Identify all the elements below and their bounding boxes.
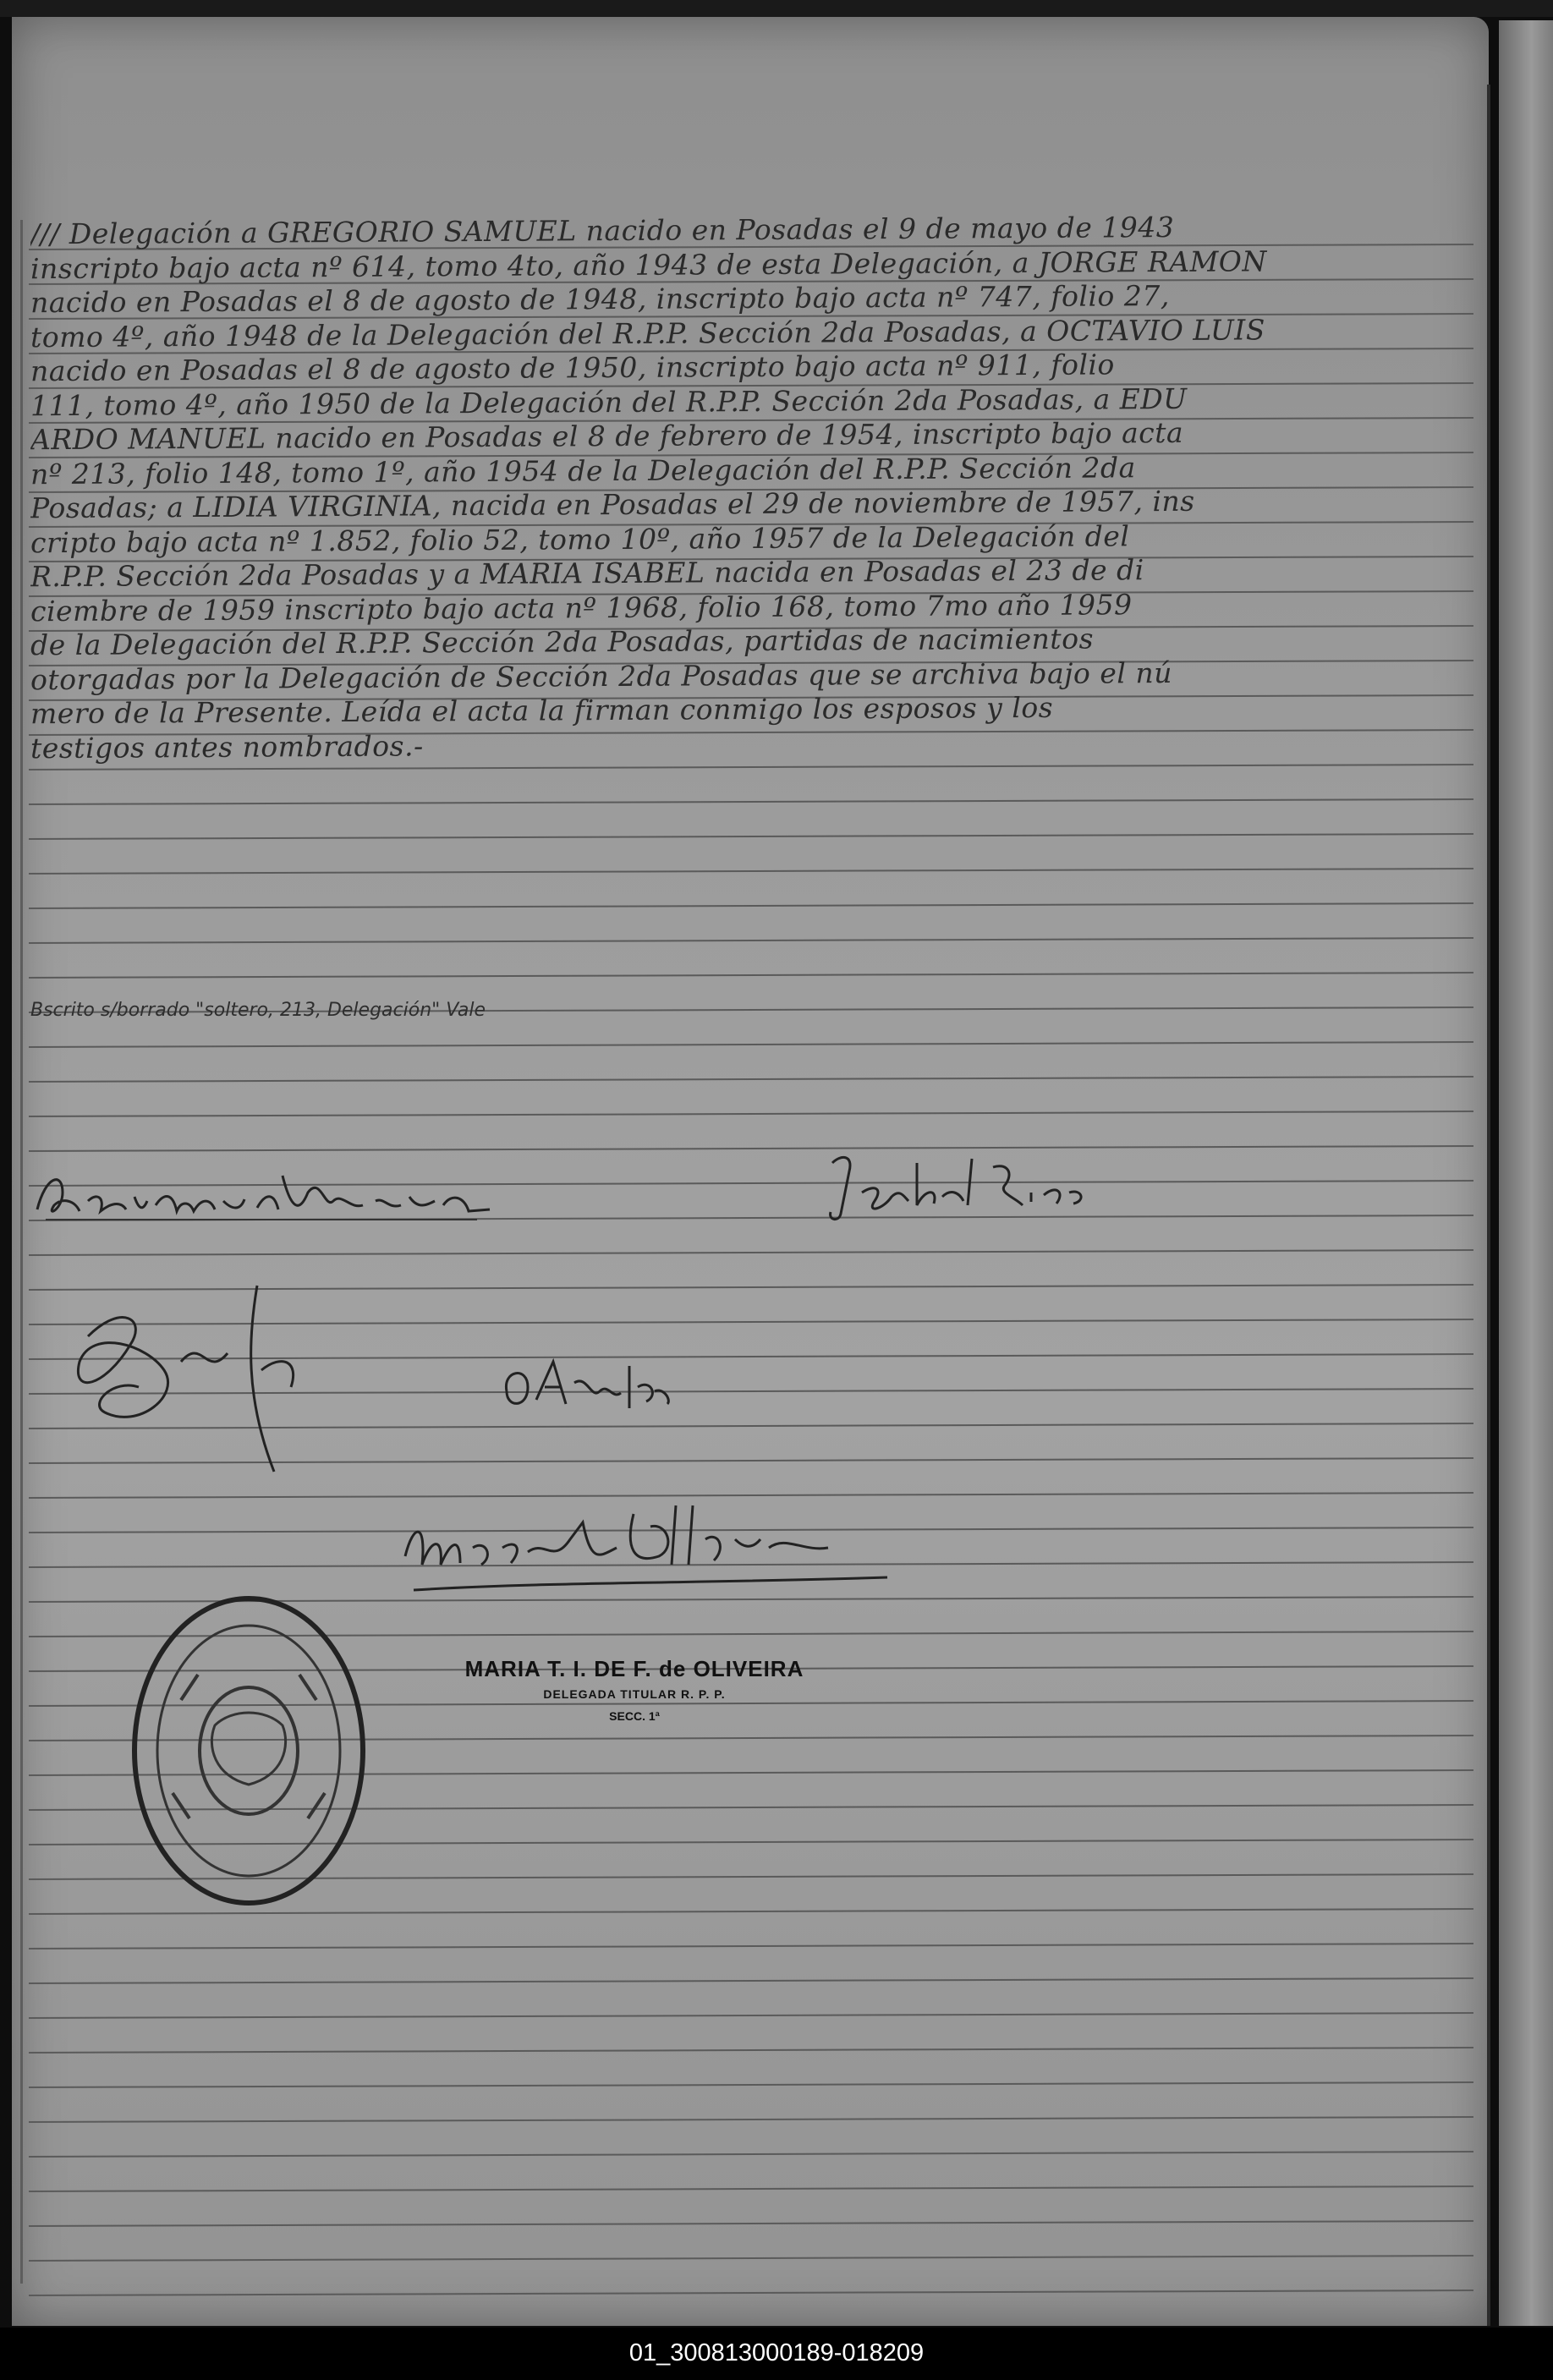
official-name: MARIA T. I. DE F. de OLIVEIRA [464,1656,804,1681]
record-line: nacido en Posadas el 8 de agosto de 1950, inscripto bajo acta nº 911, folio [30,348,1115,388]
official-section: SECC. 1ª [609,1709,660,1723]
record-line: /// Delegación a GREGORIO SAMUEL nacido en Posadas el 9 de mayo de 1943 [30,210,1175,251]
signature-isabel-rios [815,1146,1128,1231]
record-line: cripto bajo acta nº 1.852, folio 52, tomo 10º, año 1957 de la Delegación del [30,518,1130,559]
record-line: otorgadas por la Delegación de Sección 2da Posadas que se archiva bajo el nú [30,655,1173,696]
record-line: testigos antes nombrados.- [30,728,424,765]
signature-witness-motela [494,1349,680,1425]
adjacent-page-edge [1499,20,1553,2326]
record-line: R.P.P. Sección 2da Posadas y a MARIA ISABEL nacida en Posadas el 23 de di [30,553,1144,594]
record-line: tomo 4º, año 1948 de la Delegación del R.P.P. Sección 2da Posadas, a OCTAVIO LUIS [30,312,1265,354]
image-id-label: 01_300813000189-018209 [628,2339,925,2366]
official-stamp [431,1656,837,1723]
record-line: ARDO MANUEL nacido en Posadas el 8 de febrero de 1954, inscripto bajo acta [30,415,1184,457]
record-line: mero de la Presente. Leída el acta la firman conmigo los esposos y los [30,690,1054,731]
record-line: nº 213, folio 148, tomo 1º, año 1954 de la Delegación del R.P.P. Sección 2da [30,450,1136,491]
record-line: inscripto bajo acta nº 614, tomo 4to, año 1943 de esta Delegación, a JORGE RAMON [30,244,1267,285]
erasure-note: Bscrito s/borrado "soltero, 213, Delegación" Vale [30,1000,486,1021]
signature-raimundo-medina [29,1159,502,1235]
page-binding-edge [1487,85,1490,2326]
official-seal [113,1573,384,1928]
record-line: nacido en Posadas el 8 de agosto de 1948, inscripto bajo acta nº 747, folio 27, [30,278,1170,320]
record-line: 111, tomo 4º, año 1950 de la Delegación del R.P.P. Sección 2da Posadas, a EDU [30,381,1188,422]
register-page [12,17,1489,2326]
signature-witness-scribble [54,1269,325,1489]
scan-top-edge [0,0,1553,17]
record-line: Posadas; a LIDIA VIRGINIA, nacida en Posadas el 29 de noviembre de 1957, ins [30,484,1195,525]
signature-officer [380,1489,904,1624]
official-title: DELEGADA TITULAR R. P. P. [543,1687,726,1701]
record-line: ciembre de 1959 inscripto bajo acta nº 1968, folio 168, tomo 7mo año 1959 [30,587,1133,628]
record-line: de la Delegación del R.P.P. Sección 2da Posadas, partidas de nacimientos [30,622,1095,662]
